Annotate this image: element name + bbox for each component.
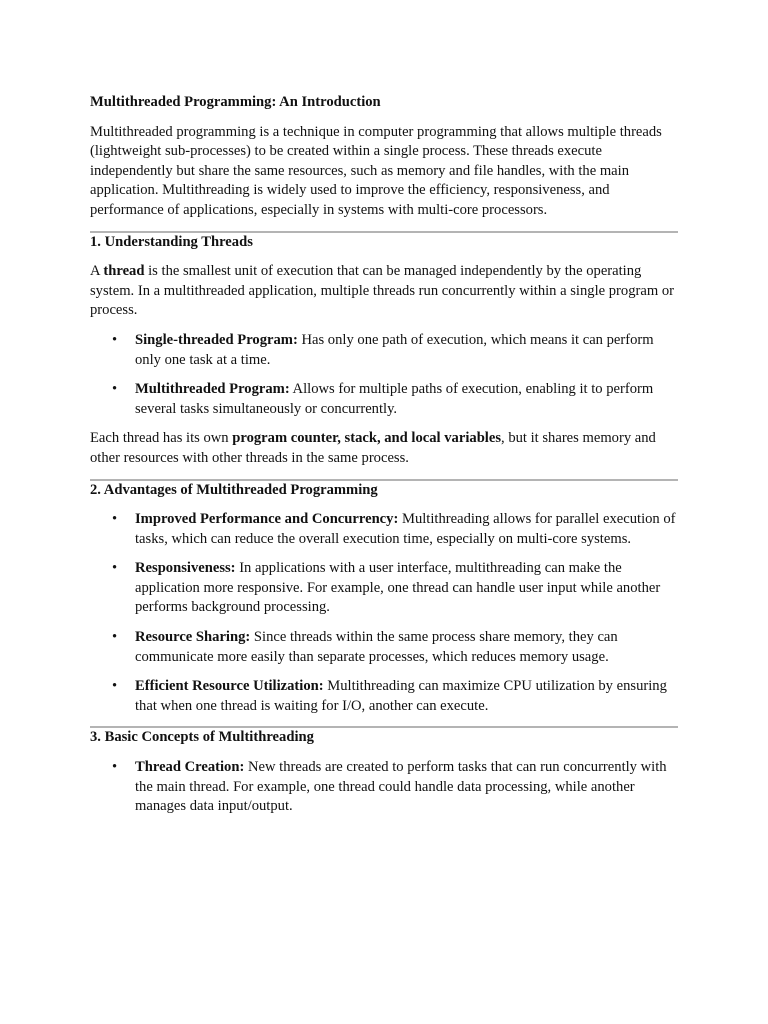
list-item — [90, 380, 678, 419]
list-item-label: Responsiveness: — [135, 560, 236, 577]
section-1-para-prefix: A — [90, 263, 104, 280]
list-item-text: In applications with a user interface, multithreading can make the application more responsive. For example, one thread can handle user input while another performs background processing. — [135, 560, 661, 616]
list-item-text: Has only one path of execution, which means it can perform only one task at a time. — [135, 331, 654, 368]
bullet-icon: • — [112, 381, 118, 398]
section-2-list — [90, 510, 678, 716]
list-item-label: Resource Sharing: — [135, 629, 251, 646]
list-item-text: Allows for multiple paths of execution, enabling it to perform several tasks simultaneously or concurrently. — [135, 381, 654, 417]
section-1-heading: 1. Understanding Threads — [90, 233, 253, 250]
closing-prefix: Each thread has its own — [90, 430, 233, 447]
section-3-list — [90, 758, 678, 817]
list-item-label: Efficient Resource Utilization: — [135, 678, 324, 695]
bullet-icon: • — [112, 629, 118, 646]
list-item — [90, 628, 678, 667]
section-1-para-suffix: is the smallest unit of execution that can be managed independently by the operating system. In a multithreaded application, multiple threads run concurrently within a single program or process. — [90, 263, 674, 319]
list-item-label: Multithreaded Program: — [135, 381, 290, 398]
list-item-text: Multithreading can maximize CPU utilization by ensuring that when one thread is waiting for I/O, another can execute. — [135, 678, 667, 714]
section-2-heading: 2. Advantages of Multithreaded Programming — [90, 481, 378, 498]
list-item-text: Multithreading allows for parallel execution of tasks, which can reduce the overall execution time, especially on multi-core systems. — [135, 511, 676, 547]
bullet-icon: • — [112, 678, 118, 695]
document-title: Multithreaded Programming: An Introduction — [90, 94, 381, 110]
bullet-icon: • — [112, 511, 118, 528]
list-item — [90, 331, 678, 370]
list-item — [90, 758, 678, 817]
section-1-list — [90, 331, 678, 419]
bullet-icon: • — [112, 759, 118, 776]
section-3-heading: 3. Basic Concepts of Multithreading — [90, 729, 314, 746]
closing-bold: program counter, stack, and local variables — [232, 430, 502, 447]
list-item — [90, 677, 678, 716]
bullet-icon: • — [112, 560, 118, 577]
list-item-text: New threads are created to perform tasks that can run concurrently with the main thread. For example, one thread could handle data processing, while another manages data input/output. — [135, 759, 667, 815]
closing-suffix: , but it shares memory and other resources with other threads in the same process. — [90, 430, 656, 466]
list-item-label: Thread Creation: — [135, 759, 245, 776]
list-item-label: Improved Performance and Concurrency: — [135, 511, 399, 528]
list-item-label: Single-threaded Program: — [135, 331, 298, 348]
list-item — [90, 559, 678, 618]
section-1-para-bold: thread — [103, 263, 145, 280]
bullet-icon: • — [112, 331, 118, 348]
intro-paragraph: Multithreaded programming is a technique in computer programming that allows multiple threads (lightweight sub-processes) to be created within a single process. These threads execute independently but share the same resources, such as memory and file handles, with the main application. Multithreading is widely used to improve the efficiency, responsiveness, and performance of applications, especially in systems with multi-core processors. — [90, 123, 662, 218]
list-item-text: Since threads within the same process share memory, they can communicate more easily than separate processes, which reduces memory usage. — [135, 629, 618, 665]
list-item — [90, 510, 678, 549]
section-1-paragraph — [90, 262, 678, 321]
section-1-closing-paragraph — [90, 429, 678, 468]
